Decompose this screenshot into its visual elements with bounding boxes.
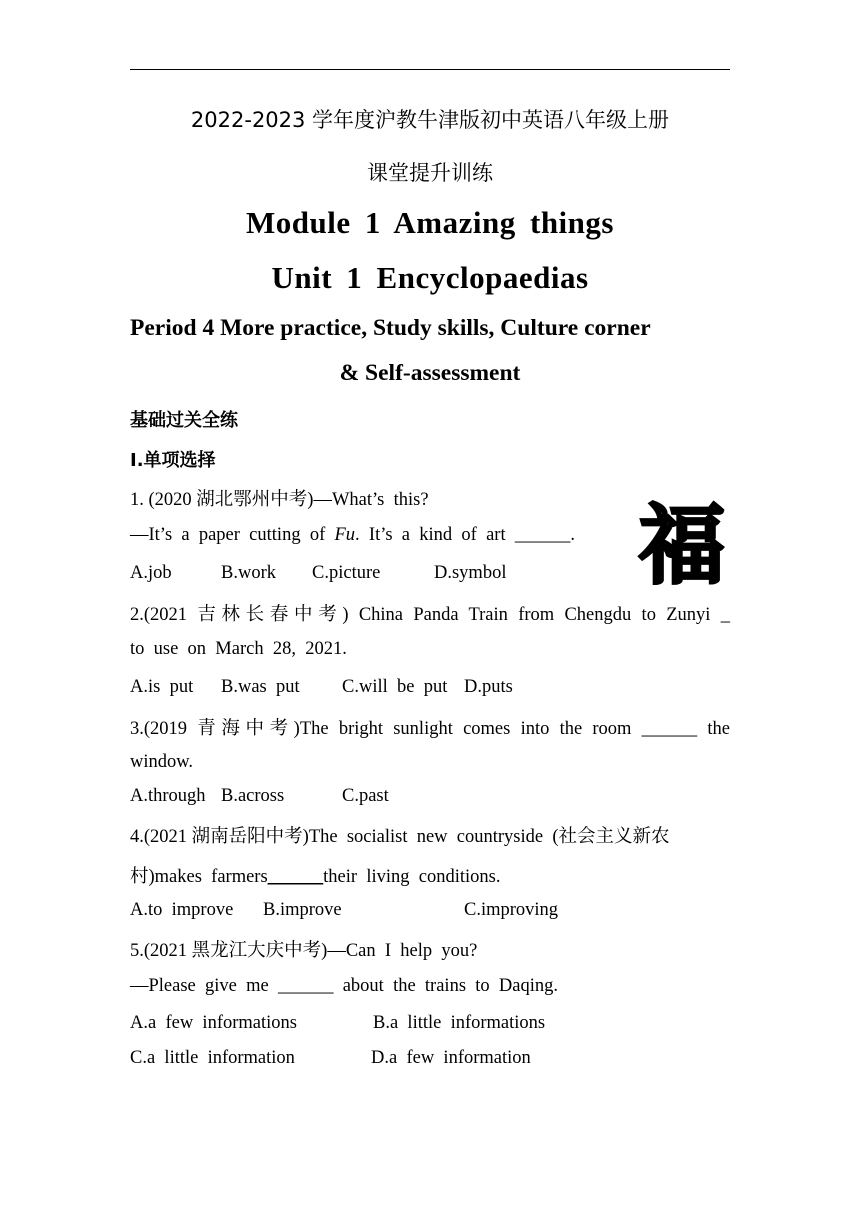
q5-stem: 5.(2021 黑龙江大庆中考)—Can I help you? <box>130 941 478 961</box>
q1-option-c: C.picture <box>312 563 381 583</box>
q3-option-a: A.through <box>130 786 206 806</box>
q1-line2 <box>130 525 575 546</box>
q2-option-b: B.was put <box>221 677 300 697</box>
q4-stem: 4.(2021 湖南岳阳中考)The socialist new countryside (社会主义新农 <box>130 827 670 847</box>
q1-line2-pre: —It’s a paper cutting of <box>130 525 335 545</box>
q2-option-c: C.will be put <box>342 677 448 697</box>
unit-title: Unit 1 Encyclopaedias <box>271 260 589 295</box>
q5-stem-cont: —Please give me ______ about the trains to Daqing. <box>130 976 558 996</box>
q2-stem: 2.(2021 吉林长春中考) China Panda Train from Chengdu to Zunyi _ <box>130 605 730 625</box>
q2-stem-cont: to use on March 28, 2021. <box>130 639 347 659</box>
q5-option-c: C.a little information <box>130 1048 295 1068</box>
q1-option-b: B.work <box>221 563 276 583</box>
period-title: Period 4 More practice, Study skills, Culture corner <box>130 315 651 341</box>
q1-stem: 1. (2020 湖北鄂州中考)—What’s this? <box>130 490 429 510</box>
q5-option-b: B.a little informations <box>373 1013 546 1033</box>
q4-stem-post: their living conditions. <box>323 867 501 887</box>
q4-option-c: C.improving <box>464 900 559 920</box>
section-title: 基础过关全练 <box>130 410 238 431</box>
q2-option-a: A.is put <box>130 677 194 697</box>
q5-option-a: A.a few informations <box>130 1013 297 1033</box>
q5-option-d: D.a few information <box>371 1048 531 1068</box>
q3-stem-cont: window. <box>130 752 194 772</box>
q1-line2-emphasis: Fu <box>334 525 356 545</box>
doc-subtitle: 课堂提升训练 <box>367 161 493 185</box>
q3-option-b: B.across <box>221 786 285 806</box>
q1-option-d: D.symbol <box>434 563 507 583</box>
q4-option-a: A.to improve <box>130 900 234 920</box>
q4-stem-pre: 村)makes farmers <box>130 867 268 887</box>
doc-title: 2022-2023 学年度沪教牛津版初中英语八年级上册 <box>190 108 670 132</box>
part-title: I.单项选择 <box>130 450 216 471</box>
q4-option-b: B.improve <box>263 900 342 920</box>
q4-stem-cont <box>130 862 500 888</box>
q2-option-d: D.puts <box>464 677 513 697</box>
module-title: Module 1 Amazing things <box>246 205 614 240</box>
period-title-cont: & Self-assessment <box>339 360 521 386</box>
q3-stem: 3.(2019 青海中考)The bright sunlight comes into the room ______ the <box>130 719 730 739</box>
fu-character: 福 <box>639 496 725 589</box>
q1-line2-post: . It’s a kind of art ______. <box>355 525 575 545</box>
q1-option-a: A.job <box>130 563 172 583</box>
q4-blank: ______ <box>267 867 324 887</box>
q3-option-c: C.past <box>342 786 389 806</box>
top-rule <box>130 69 730 70</box>
fu-paper-cutting-image <box>636 493 728 589</box>
